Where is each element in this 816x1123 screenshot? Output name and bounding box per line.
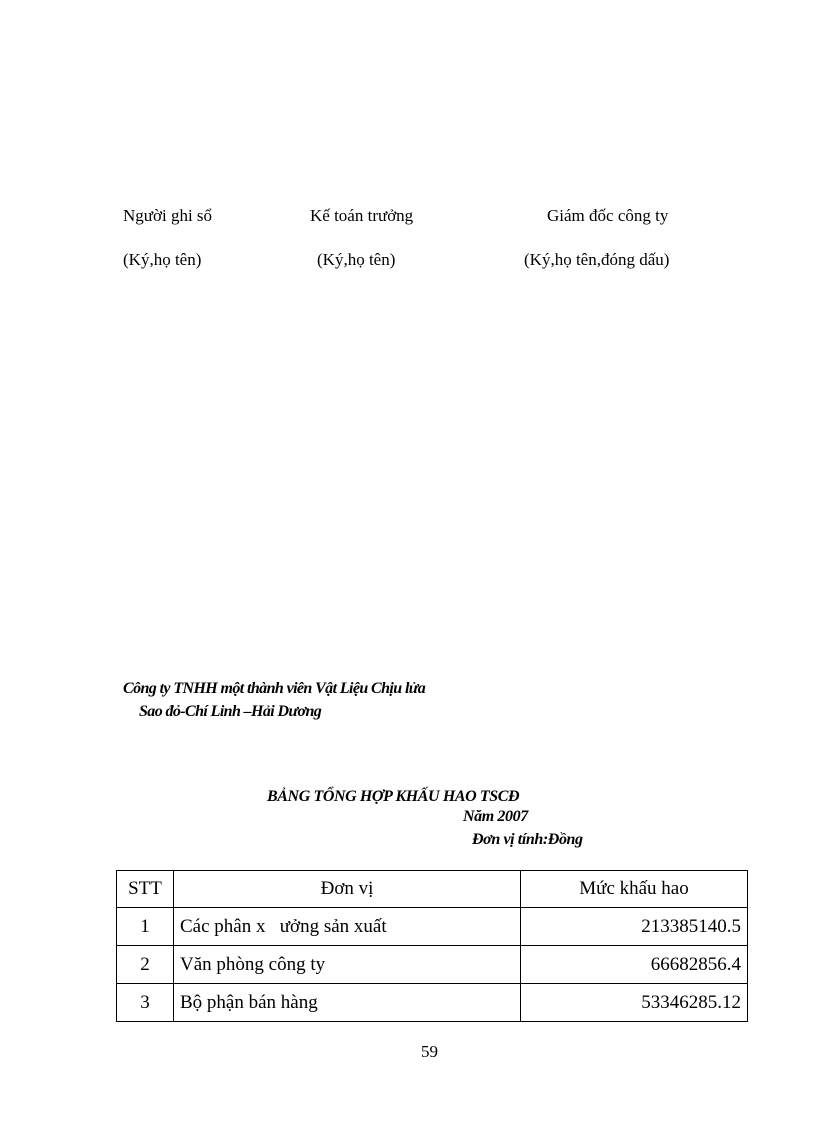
report-title: BẢNG TỔNG HỢP KHẤU HAO TSCĐ	[267, 788, 520, 805]
director-sign-note: (Ký,họ tên,đóng dấu)	[524, 250, 670, 269]
chief-accountant-sign-note: (Ký,họ tên)	[317, 250, 396, 269]
header-unit: Đơn vị	[174, 871, 521, 908]
row-amount: 53346285.12	[521, 984, 748, 1022]
row-amount: 213385140.5	[521, 908, 748, 946]
table-row	[117, 908, 748, 946]
recorder-sign-note: (Ký,họ tên)	[123, 250, 202, 269]
chief-accountant-title: Kế toán trưởng	[310, 206, 414, 225]
header-amount: Mức khấu hao	[521, 871, 748, 908]
table-header-row	[117, 871, 748, 908]
row-unit: Các phân x ưởng sản xuất	[174, 908, 521, 946]
recorder-title: Người ghi sổ	[123, 206, 213, 225]
report-currency-unit: Đơn vị tính:Đồng	[472, 831, 583, 848]
row-unit: Văn phòng công ty	[174, 946, 521, 984]
row-stt: 3	[117, 984, 174, 1022]
header-stt: STT	[117, 871, 174, 908]
report-year: Năm 2007	[463, 808, 528, 825]
company-location: Sao đỏ-Chí Linh –Hải Dương	[139, 703, 322, 720]
row-stt: 2	[117, 946, 174, 984]
depreciation-table	[116, 870, 748, 1022]
table-row	[117, 984, 748, 1022]
row-stt: 1	[117, 908, 174, 946]
company-name: Công ty TNHH một thành viên Vật Liệu Chịu lửa	[123, 680, 426, 697]
row-unit: Bộ phận bán hàng	[174, 984, 521, 1022]
table-row	[117, 946, 748, 984]
row-amount: 66682856.4	[521, 946, 748, 984]
page-number: 59	[421, 1042, 438, 1061]
director-title: Giám đốc công ty	[547, 206, 669, 225]
